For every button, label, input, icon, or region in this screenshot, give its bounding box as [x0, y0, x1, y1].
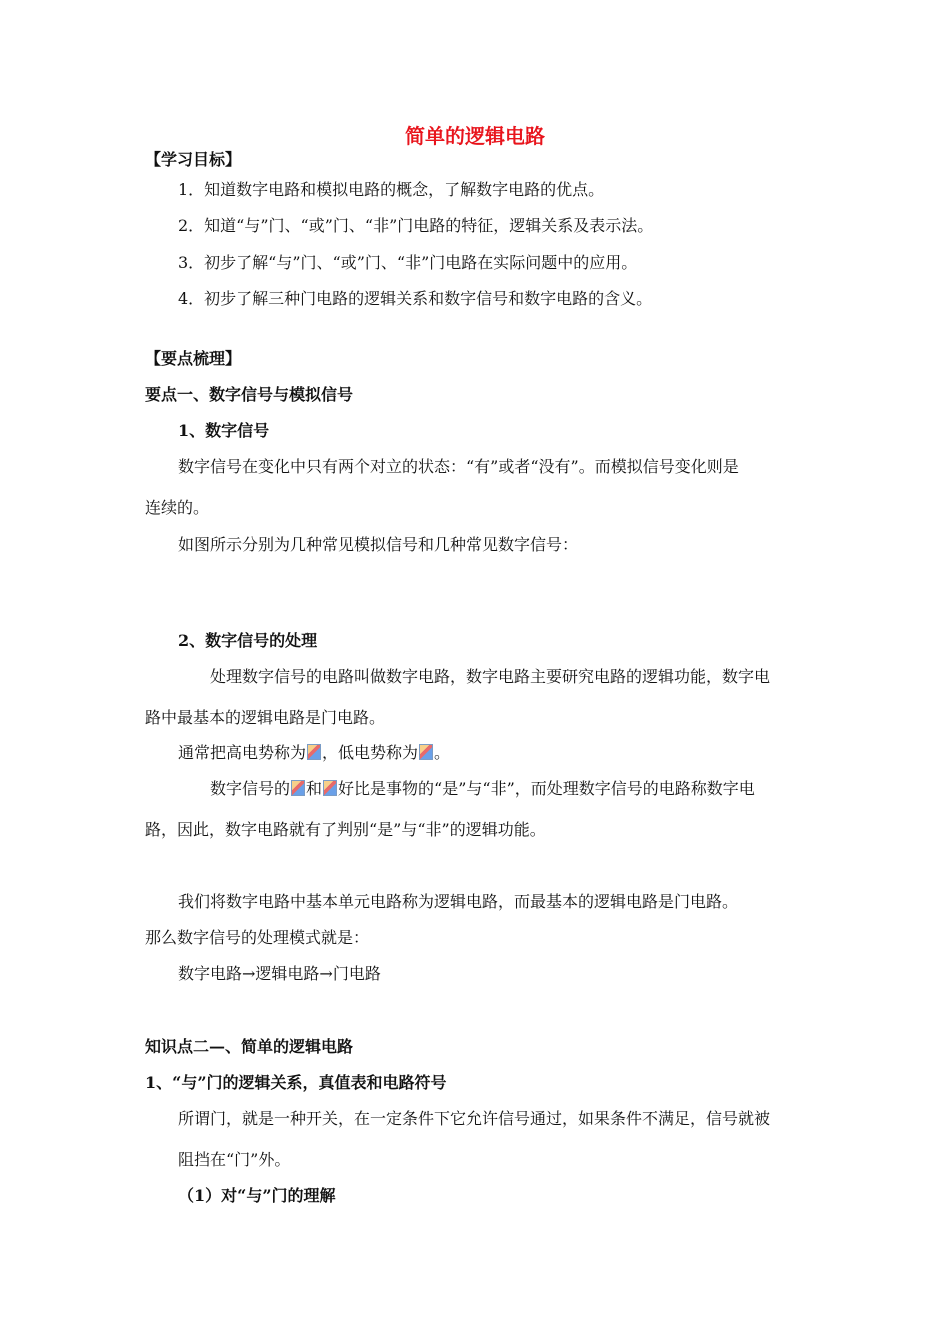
text-run: ，低电势称为 [322, 743, 419, 762]
paragraph-line: 如图所示分别为几种常见模拟信号和几种常见数字信号： [178, 535, 579, 554]
points-heading: 【要点梳理】 [145, 349, 242, 368]
paragraph-line [210, 779, 755, 799]
subsection-heading: 1、“与”门的逻辑关系，真值表和电路符号 [145, 1073, 447, 1092]
paragraph-line [178, 743, 450, 763]
paragraph-line: 路中最基本的逻辑电路是门电路。 [145, 708, 386, 727]
paragraph-line: 我们将数字电路中基本单元电路称为逻辑电路，而最基本的逻辑电路是门电路。 [178, 892, 739, 911]
objective-item: 3．初步了解“与”门、“或”门、“非”门电路在实际问题中的应用。 [178, 253, 638, 272]
paragraph-line: 路，因此，数字电路就有了判别“是”与“非”的逻辑功能。 [145, 820, 546, 839]
subsection-heading: 2、数字信号的处理 [178, 631, 318, 650]
paragraph-line: 那么数字信号的处理模式就是： [145, 928, 370, 947]
paragraph-line: 阻挡在“门”外。 [178, 1150, 291, 1169]
text-run: 数字信号的 [210, 779, 291, 798]
section-heading: 要点一、数字信号与模拟信号 [145, 385, 354, 404]
paragraph-line: 处理数字信号的电路叫做数字电路，数字电路主要研究电路的逻辑功能，数字电 [210, 667, 771, 686]
subsection-heading: 1、数字信号 [178, 421, 270, 440]
paragraph-line: 所谓门，就是一种开关，在一定条件下它允许信号通过，如果条件不满足，信号就被 [178, 1109, 771, 1128]
broken-image-icon [323, 780, 337, 796]
broken-image-icon [419, 744, 433, 760]
subsection-heading: （1）对“与”门的理解 [178, 1186, 336, 1205]
text-run: 好比是事物的“是”与“非”，而处理数字信号的电路称数字电 [338, 779, 755, 798]
text-run: 和 [306, 779, 323, 798]
objectives-heading: 【学习目标】 [145, 150, 242, 169]
broken-image-icon [291, 780, 305, 796]
page-title: 简单的逻辑电路 [405, 124, 545, 148]
objective-item: 4．初步了解三种门电路的逻辑关系和数字信号和数字电路的含义。 [178, 289, 653, 308]
objective-item: 2．知道“与”门、“或”门、“非”门电路的特征，逻辑关系及表示法。 [178, 216, 654, 235]
text-run: 。 [434, 743, 451, 762]
text-run: 通常把高电势称为 [178, 743, 307, 762]
paragraph-line: 数字信号在变化中只有两个对立的状态：“有”或者“没有”。而模拟信号变化则是 [178, 457, 739, 476]
section-heading: 知识点二—、简单的逻辑电路 [145, 1037, 354, 1056]
broken-image-icon [307, 744, 321, 760]
paragraph-line: 连续的。 [145, 498, 210, 517]
objective-item: 1．知道数字电路和模拟电路的概念，了解数字电路的优点。 [178, 180, 605, 199]
paragraph-line: 数字电路→逻辑电路→门电路 [178, 964, 381, 983]
